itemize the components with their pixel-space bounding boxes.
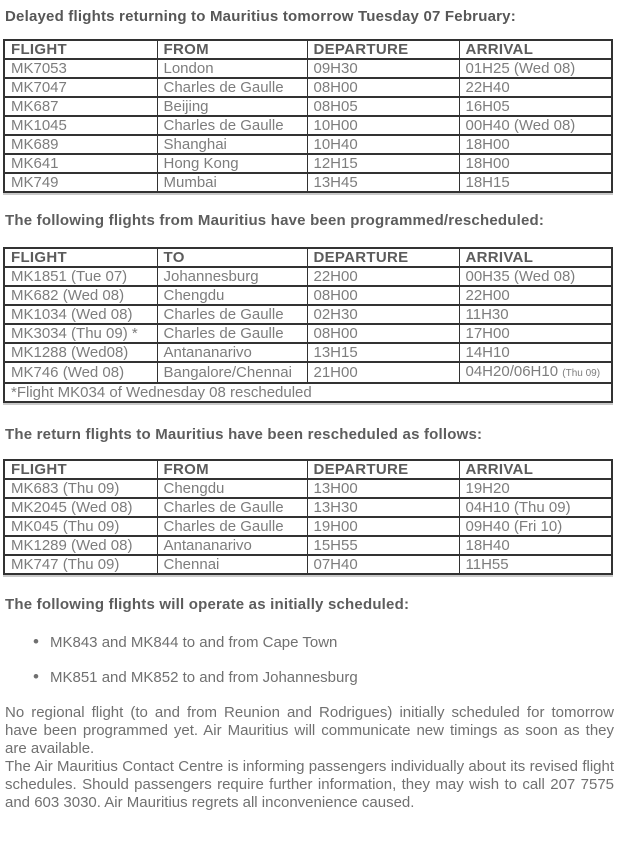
column-header: DEPARTURE (307, 460, 459, 479)
column-header: FROM (157, 460, 307, 479)
table-row (4, 343, 612, 362)
table-cell: MK1034 (Wed 08) (4, 305, 157, 324)
table-cell: 22H00 (307, 267, 459, 286)
header-row (4, 248, 612, 267)
table-cell: 04H20/06H10 (Thu 09) (459, 362, 612, 383)
table-cell: MK747 (Thu 09) (4, 555, 157, 574)
table-cell: 18H15 (459, 173, 612, 192)
table-cell: Antananarivo (157, 536, 307, 555)
table-cell: 18H00 (459, 135, 612, 154)
table-cell: 19H20 (459, 479, 612, 498)
table-cell: 11H30 (459, 305, 612, 324)
table-cell: 02H30 (307, 305, 459, 324)
table-cell: MK749 (4, 173, 157, 192)
table-cell: Hong Kong (157, 154, 307, 173)
table-cell: 21H00 (307, 362, 459, 383)
flights-from-mauritius-table (3, 247, 613, 403)
table-cell: 22H40 (459, 78, 612, 97)
table-cell: MK7047 (4, 78, 157, 97)
table-row (4, 479, 612, 498)
table-cell: Chennai (157, 555, 307, 574)
table-cell: MK687 (4, 97, 157, 116)
table-cell: 08H05 (307, 97, 459, 116)
table-cell: 11H55 (459, 555, 612, 574)
table-row (4, 517, 612, 536)
list-item: • MK843 and MK844 to and from Cape Town (5, 634, 614, 651)
column-header: FLIGHT (4, 40, 157, 59)
table-row (4, 498, 612, 517)
table-cell: 10H00 (307, 116, 459, 135)
table-cell: Shanghai (157, 135, 307, 154)
table-row (4, 555, 612, 574)
table-cell: MK689 (4, 135, 157, 154)
table-row (4, 116, 612, 135)
table-cell: MK045 (Thu 09) (4, 517, 157, 536)
table-cell: 18H00 (459, 154, 612, 173)
column-header: TO (157, 248, 307, 267)
table-row (4, 135, 612, 154)
table-cell: MK641 (4, 154, 157, 173)
table-cell: Mumbai (157, 173, 307, 192)
column-header: FLIGHT (4, 248, 157, 267)
table-cell: 12H15 (307, 154, 459, 173)
column-header: DEPARTURE (307, 248, 459, 267)
table-cell: MK746 (Wed 08) (4, 362, 157, 383)
initially-scheduled-list (5, 634, 614, 686)
table-cell: 09H40 (Fri 10) (459, 517, 612, 536)
table-cell: MK7053 (4, 59, 157, 78)
column-header: ARRIVAL (459, 460, 612, 479)
table-cell: 16H05 (459, 97, 612, 116)
table-cell: Charles de Gaulle (157, 305, 307, 324)
footnote-row (4, 383, 612, 402)
table-cell: Beijing (157, 97, 307, 116)
table-cell: Johannesburg (157, 267, 307, 286)
paragraph-regional-flights: No regional flight (to and from Reunion and Rodrigues) initially scheduled for tomorrow have been programmed yet. Air Mauritius will communicate new timings as soon as they are available. (5, 704, 614, 757)
table-cell: Charles de Gaulle (157, 324, 307, 343)
paragraph-contact-centre: The Air Mauritius Contact Centre is informing passengers individually about its revised flight schedules. Should passengers require further information, they may wish to call 207 7575 and 603 3030. Air Mauritius regrets all inconvenience caused. (5, 758, 614, 811)
table-row (4, 59, 612, 78)
table-cell: 00H35 (Wed 08) (459, 267, 612, 286)
table-cell: 13H00 (307, 479, 459, 498)
table-cell: MK683 (Thu 09) (4, 479, 157, 498)
table-cell: MK1045 (4, 116, 157, 135)
table-cell: 07H40 (307, 555, 459, 574)
table-cell: 08H00 (307, 78, 459, 97)
section-heading-return-flights: The return flights to Mauritius have been rescheduled as follows: (5, 426, 483, 443)
table-cell: 09H30 (307, 59, 459, 78)
table-cell: 10H40 (307, 135, 459, 154)
table-row (4, 97, 612, 116)
column-header: FLIGHT (4, 460, 157, 479)
table-row (4, 536, 612, 555)
table-cell: Charles de Gaulle (157, 116, 307, 135)
small-date-note: (Thu 09) (562, 368, 601, 379)
table-cell: 08H00 (307, 286, 459, 305)
column-header: ARRIVAL (459, 248, 612, 267)
return-flights-table (3, 459, 613, 575)
delayed-flights-table (3, 39, 613, 193)
table-cell: 19H00 (307, 517, 459, 536)
list-item: • MK851 and MK852 to and from Johannesburg (5, 669, 614, 686)
table-row (4, 78, 612, 97)
table-cell: Bangalore/Chennai (157, 362, 307, 383)
table-row (4, 154, 612, 173)
table-cell: 14H10 (459, 343, 612, 362)
table-row (4, 173, 612, 192)
page-title: Delayed flights returning to Mauritius tomorrow Tuesday 07 February: (5, 8, 516, 25)
column-header: FROM (157, 40, 307, 59)
table-cell: 13H45 (307, 173, 459, 192)
header-row (4, 460, 612, 479)
table-row (4, 305, 612, 324)
column-header: DEPARTURE (307, 40, 459, 59)
table-cell: 15H55 (307, 536, 459, 555)
table-cell: Charles de Gaulle (157, 78, 307, 97)
table-cell: Charles de Gaulle (157, 498, 307, 517)
table-cell: Charles de Gaulle (157, 517, 307, 536)
section-heading-flights-from-mauritius: The following flights from Mauritius have been programmed/rescheduled: (5, 212, 545, 229)
column-header: ARRIVAL (459, 40, 612, 59)
table-cell: MK1288 (Wed08) (4, 343, 157, 362)
table-cell: London (157, 59, 307, 78)
table-footnote: *Flight MK034 of Wednesday 08 rescheduled (4, 383, 612, 402)
table-cell: MK1851 (Tue 07) (4, 267, 157, 286)
table-cell: 08H00 (307, 324, 459, 343)
table-cell: 13H15 (307, 343, 459, 362)
header-row (4, 40, 612, 59)
table-cell: Antananarivo (157, 343, 307, 362)
table-row (4, 286, 612, 305)
table-row (4, 362, 612, 383)
section-heading-initially-scheduled: The following flights will operate as initially scheduled: (5, 596, 410, 613)
table-cell: 22H00 (459, 286, 612, 305)
table-row (4, 267, 612, 286)
table-cell: 00H40 (Wed 08) (459, 116, 612, 135)
table-row (4, 324, 612, 343)
table-cell: Chengdu (157, 479, 307, 498)
table-cell: 13H30 (307, 498, 459, 517)
table-cell: MK3034 (Thu 09) * (4, 324, 157, 343)
table-cell: MK1289 (Wed 08) (4, 536, 157, 555)
table-cell: Chengdu (157, 286, 307, 305)
table-cell: MK682 (Wed 08) (4, 286, 157, 305)
table-cell: 18H40 (459, 536, 612, 555)
table-cell: 01H25 (Wed 08) (459, 59, 612, 78)
table-cell: 17H00 (459, 324, 612, 343)
table-cell: 04H10 (Thu 09) (459, 498, 612, 517)
table-cell: MK2045 (Wed 08) (4, 498, 157, 517)
